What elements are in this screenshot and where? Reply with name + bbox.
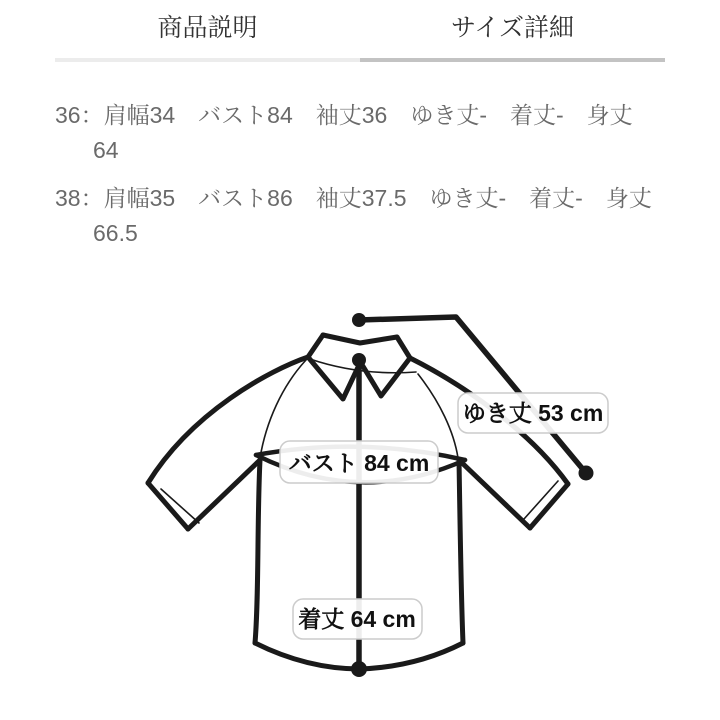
tab-size-details-label: サイズ詳細	[450, 14, 574, 42]
tab-bar	[55, 0, 665, 62]
tab-product-description[interactable]	[55, 12, 360, 62]
collar-right-end	[397, 337, 410, 358]
body-length-label	[293, 599, 422, 639]
body-length-bottom-dot	[351, 661, 367, 677]
size-row-38	[55, 181, 680, 251]
tab-product-description-label: 商品説明	[157, 14, 258, 42]
yuki-start-dot	[352, 313, 366, 327]
size-row-38-line1: 38：肩幅35 バスト86 袖丈37.5 ゆき丈- 着丈- 身丈	[55, 185, 652, 211]
left-sleeve-inner	[188, 460, 260, 529]
yuki-length-label	[458, 393, 608, 433]
size-row-36	[55, 98, 680, 168]
size-row-38-line2: 66.5	[93, 220, 138, 246]
left-body-edge	[255, 460, 260, 643]
collar-top-edge	[323, 335, 397, 343]
measurement-labels	[280, 393, 608, 639]
collar-left-end	[308, 335, 323, 357]
size-row-36-line1: 36：肩幅34 バスト84 袖丈36 ゆき丈- 着丈- 身丈	[55, 102, 633, 128]
shirt-measurement-diagram	[120, 290, 620, 720]
bust-label	[280, 441, 438, 483]
bust-label-text: バスト 84 cm	[288, 450, 430, 476]
collar-right-lapel	[361, 358, 410, 396]
yuki-length-label-text: ゆき丈 53 cm	[462, 400, 604, 426]
right-body-edge	[459, 460, 463, 643]
yuki-end-dot	[579, 466, 594, 481]
size-spec-list	[55, 98, 680, 251]
body-length-top-dot	[352, 353, 366, 367]
body-length-label-text: 着丈 64 cm	[298, 606, 416, 632]
collar-left-lapel	[308, 357, 360, 399]
tab-size-details[interactable]	[360, 12, 665, 62]
right-sleeve-inner	[459, 460, 530, 528]
size-row-36-line2: 64	[93, 137, 119, 163]
left-cuff-edge	[148, 483, 188, 529]
